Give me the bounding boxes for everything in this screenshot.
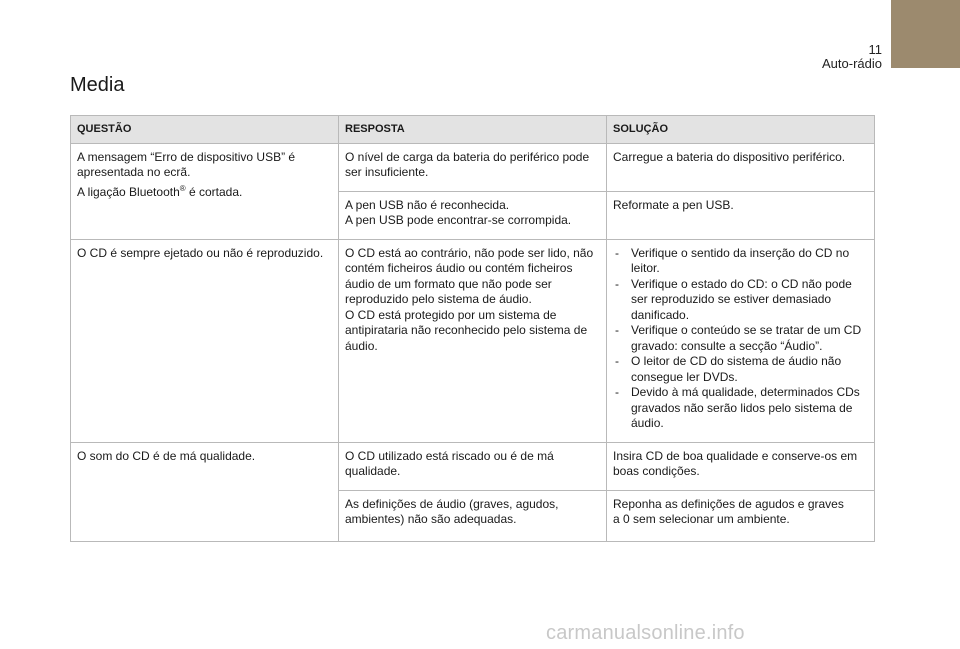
solution-cell: Carregue a bateria do dispositivo periférico. [607, 143, 875, 191]
table-header-row [71, 116, 875, 144]
troubleshooting-table [70, 115, 875, 542]
question-cell: O CD é sempre ejetado ou não é reproduzido. [71, 239, 339, 442]
table-row [71, 143, 875, 191]
question-text-continued: é cortada. [185, 184, 243, 199]
solution-cell: Insira CD de boa qualidade e conserve-os em boas condições. [607, 442, 875, 490]
question-cell: O som do CD é de má qualidade. [71, 442, 339, 541]
column-header-solution: SOLUÇÃO [607, 116, 875, 144]
watermark: carmanualsonline.info [546, 622, 745, 644]
response-cell: O CD está ao contrário, não pode ser lido, não contém ficheiros áudio ou contém ficheiros áudio de um formato que não pode ser reproduzido pelo sistema de áudio. O CD está protegido por um sistema de antipirataria não reconhecido pelo sistema de áudio. [339, 239, 607, 442]
table-row [71, 442, 875, 490]
solution-step: - Verifique o sentido da inserção do CD no leitor. [613, 246, 868, 277]
response-cell: As definições de áudio (graves, agudos, ambientes) não são adequadas. [339, 490, 607, 541]
registered-mark: ® [179, 183, 186, 193]
question-cell [71, 143, 339, 239]
response-cell: O nível de carga da bateria do periférico pode ser insuficiente. [339, 143, 607, 191]
solution-step: - Verifique o estado do CD: o CD não pode ser reproduzido se estiver demasiado danificado. [613, 277, 868, 324]
response-cell: O CD utilizado está riscado ou é de má qualidade. [339, 442, 607, 490]
question-text: A mensagem “Erro de dispositivo USB” é apresentada no ecrã. A ligação Bluetooth [77, 149, 296, 199]
response-cell: A pen USB não é reconhecida. A pen USB pode encontrar-se corrompida. [339, 191, 607, 239]
page-number: 11 [868, 42, 882, 57]
page-title: Media [70, 74, 125, 96]
solution-cell [607, 239, 875, 442]
solution-step: - Verifique o conteúdo se se tratar de um CD gravado: consulte a secção “Áudio”. [613, 323, 868, 354]
solution-steps-list [613, 246, 868, 432]
column-header-response: RESPOSTA [339, 116, 607, 144]
solution-cell: Reformate a pen USB. [607, 191, 875, 239]
solution-step: - Devido à má qualidade, determinados CDs gravados não serão lidos pelo sistema de áudio. [613, 385, 868, 432]
chapter-tab [891, 0, 960, 68]
column-header-question: QUESTÃO [71, 116, 339, 144]
section-label: Auto-rádio [822, 56, 882, 71]
table-row [71, 239, 875, 442]
solution-step: - O leitor de CD do sistema de áudio não consegue ler DVDs. [613, 354, 868, 385]
solution-cell: Reponha as definições de agudos e graves a 0 sem selecionar um ambiente. [607, 490, 875, 541]
